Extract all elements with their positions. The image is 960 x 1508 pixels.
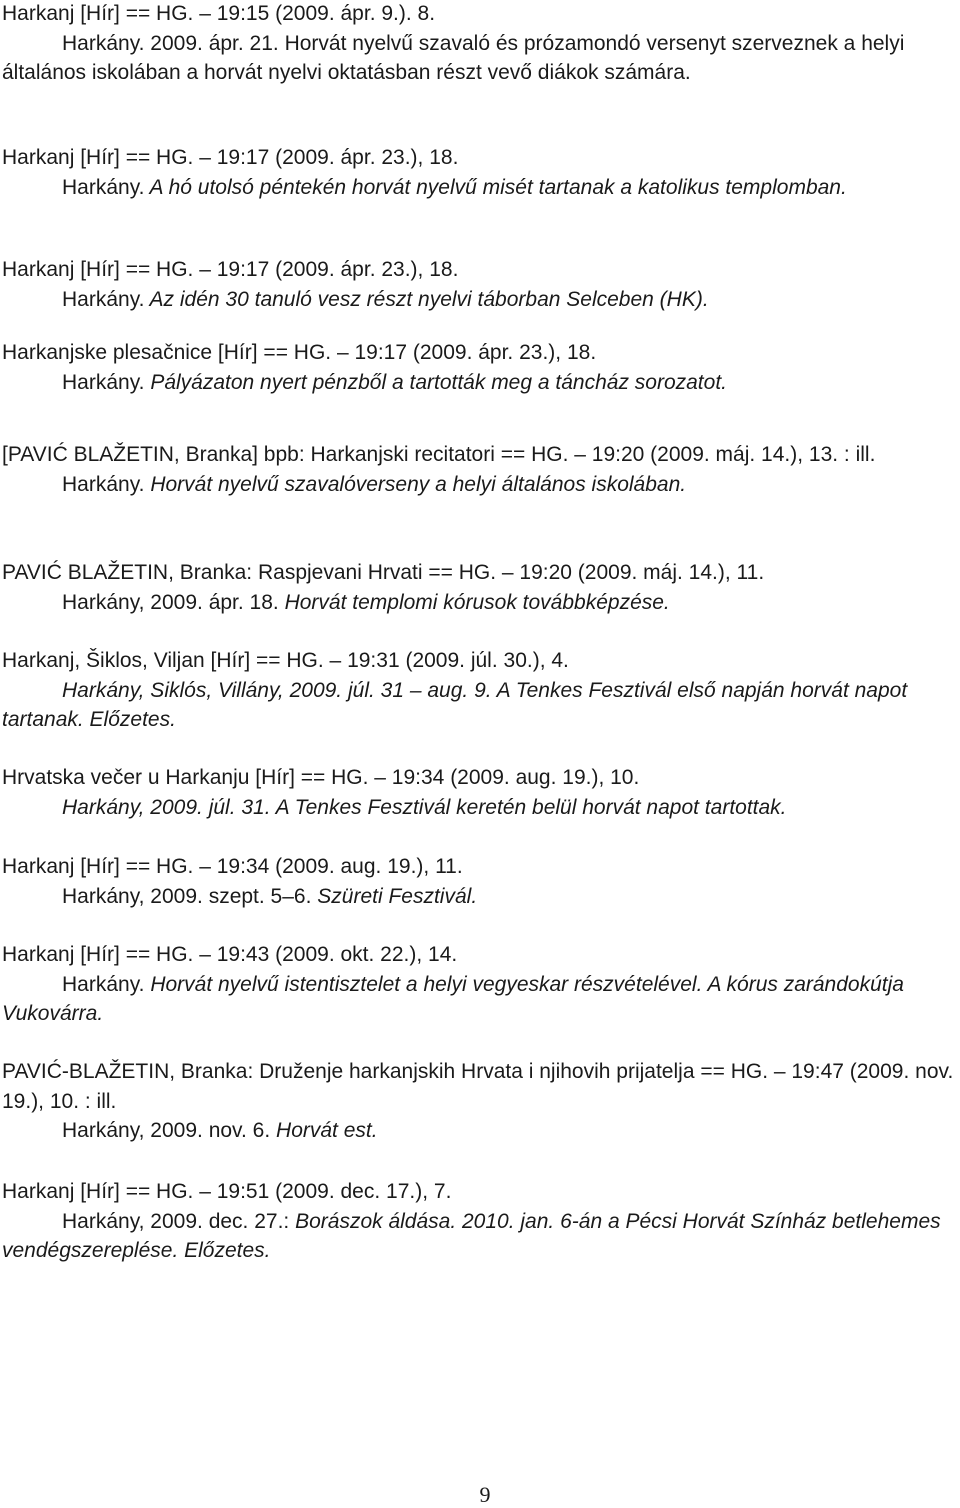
note-plain: Harkány. — [62, 972, 145, 996]
note-plain: Harkány, 2009. szept. 5–6. — [62, 884, 312, 908]
note-italic: Horvát nyelvű istentisztelet a helyi vegyeskar részvételével. A kórus zarándokútja Vukovárra. — [2, 972, 904, 1025]
bibliography-entry — [2, 940, 954, 1029]
entry-citation: Harkanj [Hír] == HG. – 19:15 (2009. ápr. 9.). 8. — [2, 2, 436, 25]
entry-note — [2, 882, 954, 912]
bibliography-entry — [2, 763, 954, 822]
note-italic: Horvát est. — [270, 1119, 378, 1142]
note-plain: Harkány, 2009. ápr. 18. — [62, 590, 279, 614]
bibliography-entry — [2, 338, 954, 397]
note-plain: Harkány. — [62, 472, 145, 496]
entry-citation: PAVIĆ-BLAŽETIN, Branka: Druženje harkanjskih Hrvata i njihovih prijatelja == HG. – 19:47 (2009. nov. 19.), 10. : ill. — [2, 1060, 954, 1113]
bibliography-entry — [2, 255, 954, 314]
note-italic: A hó utolsó péntekén horvát nyelvű misét tartanak a katolikus templomban. — [144, 175, 847, 199]
entry-citation: Harkanj [Hír] == HG. – 19:51 (2009. dec. 17.), 7. — [2, 1180, 452, 1203]
note-italic: Szüreti Fesztivál. — [311, 884, 478, 908]
entry-note — [2, 285, 954, 315]
bibliography-entry — [2, 0, 954, 88]
entry-note — [2, 173, 954, 203]
entry-note — [2, 676, 954, 735]
note-italic: Harkány, 2009. júl. 31. A Tenkes Fesztivál keretén belül horvát napot tartottak. — [62, 795, 787, 819]
entry-note — [2, 588, 954, 618]
entry-citation: Harkanj [Hír] == HG. – 19:17 (2009. ápr. 23.), 18. — [2, 146, 459, 169]
bibliography-entry — [2, 1057, 954, 1146]
entry-note — [2, 470, 954, 500]
bibliography-entry — [2, 1177, 954, 1266]
bibliography-entry — [2, 646, 954, 735]
entry-citation: Harkanj [Hír] == HG. – 19:34 (2009. aug. 19.), 11. — [2, 855, 463, 878]
note-plain: Harkány. — [62, 175, 145, 199]
note-italic: Pályázaton nyert pénzből a tartották meg a táncház sorozatot. — [144, 370, 727, 394]
bibliography-entry — [2, 440, 954, 499]
note-plain: Harkány, 2009. nov. 6. — [62, 1119, 271, 1142]
entry-note — [2, 1207, 954, 1266]
note-plain: Harkány. — [62, 370, 145, 394]
note-plain: Harkány. — [62, 287, 145, 311]
bibliography-entry — [2, 558, 954, 617]
entry-note — [2, 368, 954, 398]
entry-citation: Harkanj [Hír] == HG. – 19:17 (2009. ápr. 23.), 18. — [2, 258, 459, 281]
entry-note — [2, 793, 954, 823]
bibliography-entry — [2, 143, 954, 202]
note-plain: Harkány. 2009. ápr. 21. Horvát nyelvű szavaló és prózamondó versenyt szerveznek a helyi általános iskolában a horvát nyelvi oktatásban részt vevő diákok számára. — [2, 31, 905, 84]
note-italic: Horvát templomi kórusok továbbképzése. — [278, 590, 670, 614]
entry-note — [2, 29, 954, 88]
note-italic: Az idén 30 tanuló vesz részt nyelvi táborban Selceben (HK). — [144, 287, 709, 311]
entry-citation: Harkanj [Hír] == HG. – 19:43 (2009. okt. 22.), 14. — [2, 943, 458, 966]
bibliography-entry — [2, 852, 954, 911]
note-italic: Borászok áldása. 2010. jan. 6-án a Pécsi Horvát Színház betlehemes vendégszereplése. Előzetes. — [2, 1209, 941, 1262]
entry-citation: PAVIĆ BLAŽETIN, Branka: Raspjevani Hrvati == HG. – 19:20 (2009. máj. 14.), 11. — [2, 561, 765, 584]
page-number: 9 — [479, 1482, 491, 1507]
entry-citation: [PAVIĆ BLAŽETIN, Branka] bpb: Harkanjski recitatori == HG. – 19:20 (2009. máj. 14.), 13. : ill. — [2, 443, 876, 466]
note-italic: Horvát nyelvű szavalóverseny a helyi általános iskolában. — [144, 472, 687, 496]
entry-note — [2, 1116, 954, 1146]
entry-note — [2, 970, 954, 1029]
note-plain: Harkány, 2009. dec. 27.: — [62, 1209, 290, 1233]
entry-citation: Hrvatska večer u Harkanju [Hír] == HG. – 19:34 (2009. aug. 19.), 10. — [2, 766, 640, 789]
note-italic: Harkány, Siklós, Villány, 2009. júl. 31 – aug. 9. A Tenkes Fesztivál első napján horvát napot tartanak. Előzetes. — [2, 678, 908, 731]
entry-citation: Harkanj, Šiklos, Viljan [Hír] == HG. – 19:31 (2009. júl. 30.), 4. — [2, 649, 569, 672]
entry-citation: Harkanjske plesačnice [Hír] == HG. – 19:17 (2009. ápr. 23.), 18. — [2, 341, 597, 364]
